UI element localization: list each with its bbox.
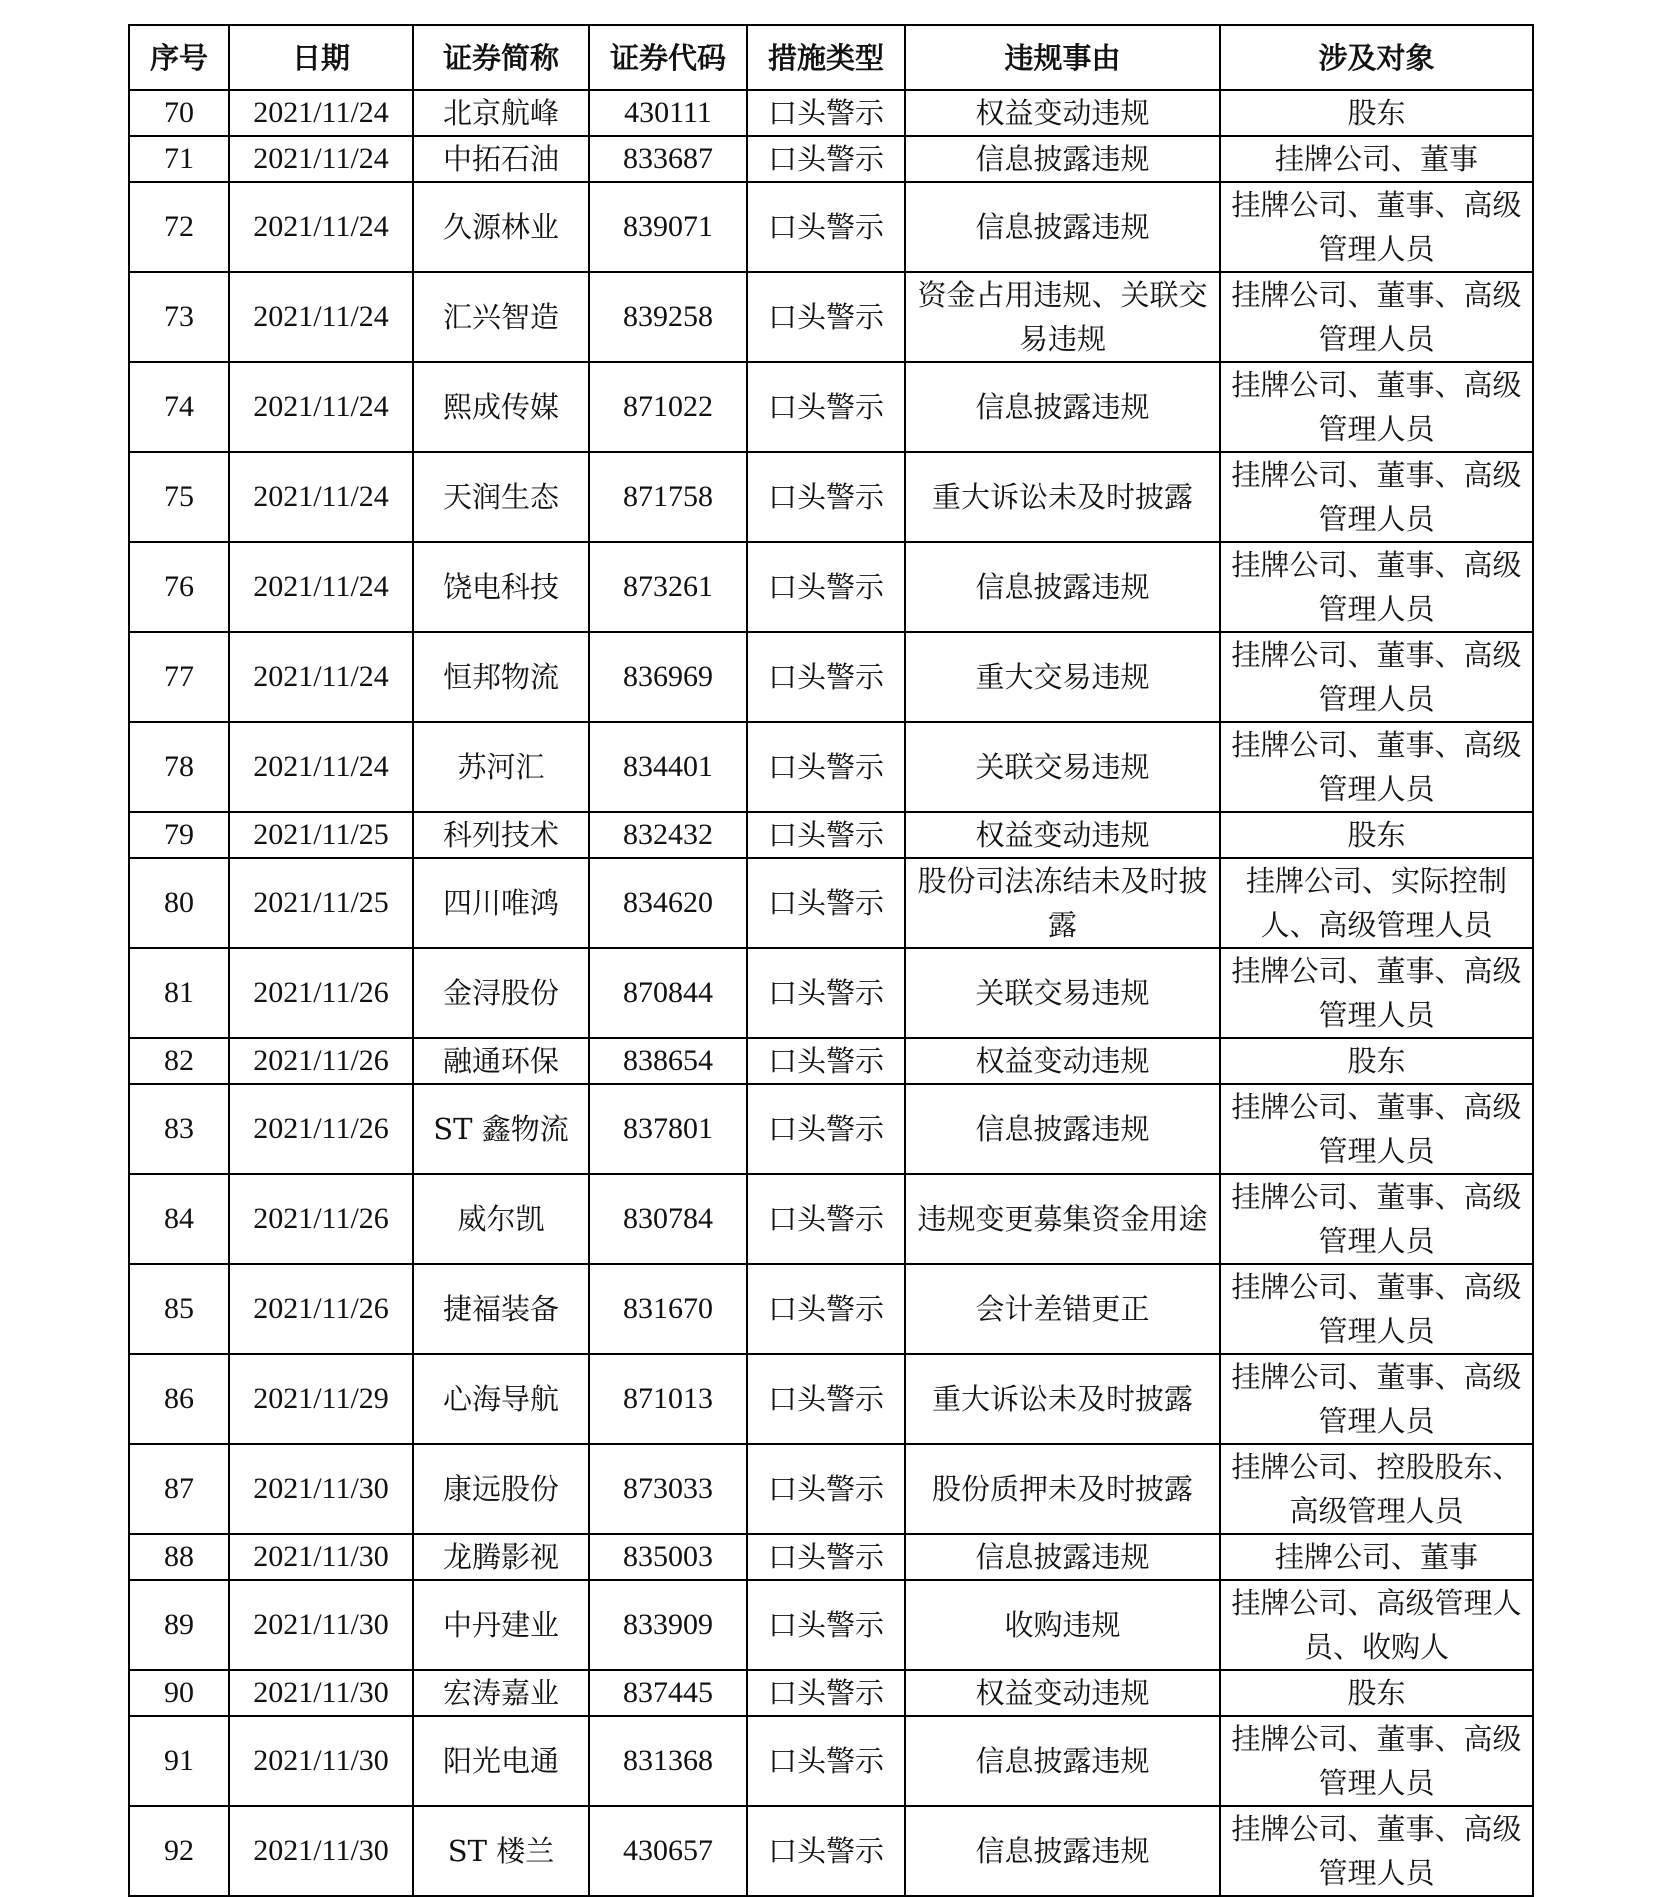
cell-measure-type: 口头警示 bbox=[747, 1354, 905, 1444]
cell-measure-type: 口头警示 bbox=[747, 1534, 905, 1580]
cell-security-name: 心海导航 bbox=[413, 1354, 589, 1444]
cell-serial-number: 70 bbox=[129, 90, 229, 136]
cell-violation-reason: 信息披露违规 bbox=[905, 1716, 1220, 1806]
cell-involved-parties: 挂牌公司、董事、高级管理人员 bbox=[1220, 1716, 1533, 1806]
cell-date: 2021/11/24 bbox=[229, 90, 413, 136]
cell-date: 2021/11/24 bbox=[229, 272, 413, 362]
cell-violation-reason: 收购违规 bbox=[905, 1580, 1220, 1670]
cell-security-code: 830784 bbox=[589, 1174, 747, 1264]
cell-violation-reason: 权益变动违规 bbox=[905, 1670, 1220, 1716]
cell-measure-type: 口头警示 bbox=[747, 542, 905, 632]
cell-security-code: 831368 bbox=[589, 1716, 747, 1806]
cell-measure-type: 口头警示 bbox=[747, 1716, 905, 1806]
cell-date: 2021/11/24 bbox=[229, 632, 413, 722]
cell-violation-reason: 重大交易违规 bbox=[905, 632, 1220, 722]
cell-measure-type: 口头警示 bbox=[747, 362, 905, 452]
header-measure-type: 措施类型 bbox=[747, 25, 905, 90]
cell-security-code: 839071 bbox=[589, 182, 747, 272]
table-row bbox=[129, 1670, 1533, 1716]
cell-serial-number: 78 bbox=[129, 722, 229, 812]
cell-violation-reason: 信息披露违规 bbox=[905, 1084, 1220, 1174]
header-involved-parties: 涉及对象 bbox=[1220, 25, 1533, 90]
cell-measure-type: 口头警示 bbox=[747, 1444, 905, 1534]
cell-security-name: 宏涛嘉业 bbox=[413, 1670, 589, 1716]
cell-serial-number: 77 bbox=[129, 632, 229, 722]
cell-security-name: 天润生态 bbox=[413, 452, 589, 542]
cell-measure-type: 口头警示 bbox=[747, 632, 905, 722]
cell-involved-parties: 挂牌公司、董事、高级管理人员 bbox=[1220, 1084, 1533, 1174]
cell-date: 2021/11/30 bbox=[229, 1534, 413, 1580]
cell-involved-parties: 挂牌公司、董事 bbox=[1220, 1534, 1533, 1580]
table-row bbox=[129, 1084, 1533, 1174]
cell-involved-parties: 挂牌公司、董事、高级管理人员 bbox=[1220, 542, 1533, 632]
cell-security-code: 871013 bbox=[589, 1354, 747, 1444]
cell-violation-reason: 关联交易违规 bbox=[905, 948, 1220, 1038]
cell-serial-number: 86 bbox=[129, 1354, 229, 1444]
table-row bbox=[129, 858, 1533, 948]
cell-security-code: 831670 bbox=[589, 1264, 747, 1354]
cell-serial-number: 81 bbox=[129, 948, 229, 1038]
cell-security-code: 873261 bbox=[589, 542, 747, 632]
cell-security-code: 838654 bbox=[589, 1038, 747, 1084]
cell-date: 2021/11/26 bbox=[229, 948, 413, 1038]
table-row bbox=[129, 632, 1533, 722]
cell-security-code: 834620 bbox=[589, 858, 747, 948]
cell-security-code: 871758 bbox=[589, 452, 747, 542]
cell-involved-parties: 挂牌公司、高级管理人员、收购人 bbox=[1220, 1580, 1533, 1670]
table-row bbox=[129, 182, 1533, 272]
cell-serial-number: 80 bbox=[129, 858, 229, 948]
table-row bbox=[129, 452, 1533, 542]
cell-date: 2021/11/25 bbox=[229, 858, 413, 948]
cell-serial-number: 92 bbox=[129, 1806, 229, 1896]
cell-date: 2021/11/30 bbox=[229, 1716, 413, 1806]
cell-security-code: 430657 bbox=[589, 1806, 747, 1896]
cell-violation-reason: 股份司法冻结未及时披露 bbox=[905, 858, 1220, 948]
table-row bbox=[129, 722, 1533, 812]
cell-security-name: ST 楼兰 bbox=[413, 1806, 589, 1896]
table-row bbox=[129, 542, 1533, 632]
cell-violation-reason: 违规变更募集资金用途 bbox=[905, 1174, 1220, 1264]
table-row bbox=[129, 1716, 1533, 1806]
table-row bbox=[129, 90, 1533, 136]
cell-serial-number: 73 bbox=[129, 272, 229, 362]
cell-serial-number: 88 bbox=[129, 1534, 229, 1580]
cell-security-name: 阳光电通 bbox=[413, 1716, 589, 1806]
cell-security-code: 833909 bbox=[589, 1580, 747, 1670]
cell-involved-parties: 股东 bbox=[1220, 812, 1533, 858]
cell-security-name: 四川唯鸿 bbox=[413, 858, 589, 948]
cell-measure-type: 口头警示 bbox=[747, 948, 905, 1038]
cell-date: 2021/11/29 bbox=[229, 1354, 413, 1444]
table-row bbox=[129, 1444, 1533, 1534]
cell-serial-number: 82 bbox=[129, 1038, 229, 1084]
table-row bbox=[129, 948, 1533, 1038]
cell-involved-parties: 挂牌公司、董事、高级管理人员 bbox=[1220, 1174, 1533, 1264]
cell-security-code: 837801 bbox=[589, 1084, 747, 1174]
cell-date: 2021/11/26 bbox=[229, 1174, 413, 1264]
cell-security-name: 科列技术 bbox=[413, 812, 589, 858]
cell-serial-number: 84 bbox=[129, 1174, 229, 1264]
cell-violation-reason: 信息披露违规 bbox=[905, 542, 1220, 632]
cell-security-code: 839258 bbox=[589, 272, 747, 362]
cell-security-name: 北京航峰 bbox=[413, 90, 589, 136]
cell-security-name: 汇兴智造 bbox=[413, 272, 589, 362]
cell-date: 2021/11/30 bbox=[229, 1806, 413, 1896]
cell-involved-parties: 挂牌公司、董事、高级管理人员 bbox=[1220, 1264, 1533, 1354]
cell-involved-parties: 挂牌公司、控股股东、高级管理人员 bbox=[1220, 1444, 1533, 1534]
cell-security-code: 835003 bbox=[589, 1534, 747, 1580]
table-row bbox=[129, 1174, 1533, 1264]
cell-measure-type: 口头警示 bbox=[747, 1084, 905, 1174]
cell-date: 2021/11/30 bbox=[229, 1444, 413, 1534]
cell-date: 2021/11/26 bbox=[229, 1264, 413, 1354]
cell-security-code: 836969 bbox=[589, 632, 747, 722]
header-serial-number: 序号 bbox=[129, 25, 229, 90]
cell-serial-number: 72 bbox=[129, 182, 229, 272]
cell-security-code: 430111 bbox=[589, 90, 747, 136]
cell-date: 2021/11/24 bbox=[229, 542, 413, 632]
cell-serial-number: 90 bbox=[129, 1670, 229, 1716]
cell-measure-type: 口头警示 bbox=[747, 812, 905, 858]
cell-involved-parties: 挂牌公司、董事、高级管理人员 bbox=[1220, 1354, 1533, 1444]
cell-measure-type: 口头警示 bbox=[747, 1174, 905, 1264]
table-row bbox=[129, 1580, 1533, 1670]
cell-serial-number: 83 bbox=[129, 1084, 229, 1174]
cell-security-name: 中丹建业 bbox=[413, 1580, 589, 1670]
cell-security-code: 870844 bbox=[589, 948, 747, 1038]
cell-security-code: 837445 bbox=[589, 1670, 747, 1716]
cell-security-name: 金浔股份 bbox=[413, 948, 589, 1038]
cell-violation-reason: 关联交易违规 bbox=[905, 722, 1220, 812]
cell-violation-reason: 重大诉讼未及时披露 bbox=[905, 452, 1220, 542]
cell-involved-parties: 挂牌公司、实际控制人、高级管理人员 bbox=[1220, 858, 1533, 948]
table-row bbox=[129, 272, 1533, 362]
cell-serial-number: 91 bbox=[129, 1716, 229, 1806]
cell-measure-type: 口头警示 bbox=[747, 722, 905, 812]
cell-date: 2021/11/30 bbox=[229, 1580, 413, 1670]
cell-date: 2021/11/24 bbox=[229, 452, 413, 542]
cell-violation-reason: 信息披露违规 bbox=[905, 1806, 1220, 1896]
cell-involved-parties: 股东 bbox=[1220, 1038, 1533, 1084]
cell-measure-type: 口头警示 bbox=[747, 1670, 905, 1716]
cell-involved-parties: 挂牌公司、董事、高级管理人员 bbox=[1220, 182, 1533, 272]
cell-security-name: 康远股份 bbox=[413, 1444, 589, 1534]
cell-date: 2021/11/26 bbox=[229, 1084, 413, 1174]
cell-violation-reason: 权益变动违规 bbox=[905, 812, 1220, 858]
header-violation-reason: 违规事由 bbox=[905, 25, 1220, 90]
cell-date: 2021/11/26 bbox=[229, 1038, 413, 1084]
table-row bbox=[129, 1534, 1533, 1580]
cell-security-name: 中拓石油 bbox=[413, 136, 589, 182]
cell-violation-reason: 股份质押未及时披露 bbox=[905, 1444, 1220, 1534]
cell-measure-type: 口头警示 bbox=[747, 1580, 905, 1670]
cell-involved-parties: 挂牌公司、董事、高级管理人员 bbox=[1220, 1806, 1533, 1896]
cell-measure-type: 口头警示 bbox=[747, 90, 905, 136]
cell-violation-reason: 信息披露违规 bbox=[905, 136, 1220, 182]
cell-date: 2021/11/25 bbox=[229, 812, 413, 858]
cell-serial-number: 89 bbox=[129, 1580, 229, 1670]
cell-security-name: 龙腾影视 bbox=[413, 1534, 589, 1580]
cell-security-name: ST 鑫物流 bbox=[413, 1084, 589, 1174]
table-row bbox=[129, 1806, 1533, 1896]
cell-date: 2021/11/24 bbox=[229, 182, 413, 272]
cell-serial-number: 85 bbox=[129, 1264, 229, 1354]
cell-involved-parties: 挂牌公司、董事、高级管理人员 bbox=[1220, 362, 1533, 452]
cell-violation-reason: 信息披露违规 bbox=[905, 362, 1220, 452]
cell-security-code: 873033 bbox=[589, 1444, 747, 1534]
cell-security-code: 871022 bbox=[589, 362, 747, 452]
cell-security-code: 833687 bbox=[589, 136, 747, 182]
cell-security-name: 融通环保 bbox=[413, 1038, 589, 1084]
cell-security-name: 熙成传媒 bbox=[413, 362, 589, 452]
cell-involved-parties: 挂牌公司、董事 bbox=[1220, 136, 1533, 182]
cell-serial-number: 74 bbox=[129, 362, 229, 452]
cell-violation-reason: 权益变动违规 bbox=[905, 90, 1220, 136]
header-security-name: 证券简称 bbox=[413, 25, 589, 90]
header-row bbox=[129, 25, 1533, 90]
cell-involved-parties: 挂牌公司、董事、高级管理人员 bbox=[1220, 722, 1533, 812]
cell-measure-type: 口头警示 bbox=[747, 1806, 905, 1896]
cell-security-name: 饶电科技 bbox=[413, 542, 589, 632]
table-row bbox=[129, 1354, 1533, 1444]
header-date: 日期 bbox=[229, 25, 413, 90]
cell-security-name: 捷福装备 bbox=[413, 1264, 589, 1354]
cell-security-code: 832432 bbox=[589, 812, 747, 858]
cell-serial-number: 76 bbox=[129, 542, 229, 632]
cell-serial-number: 71 bbox=[129, 136, 229, 182]
cell-involved-parties: 挂牌公司、董事、高级管理人员 bbox=[1220, 632, 1533, 722]
cell-security-code: 834401 bbox=[589, 722, 747, 812]
table-row bbox=[129, 362, 1533, 452]
header-security-code: 证券代码 bbox=[589, 25, 747, 90]
cell-date: 2021/11/30 bbox=[229, 1670, 413, 1716]
cell-date: 2021/11/24 bbox=[229, 722, 413, 812]
cell-involved-parties: 股东 bbox=[1220, 1670, 1533, 1716]
cell-involved-parties: 挂牌公司、董事、高级管理人员 bbox=[1220, 272, 1533, 362]
cell-violation-reason: 资金占用违规、关联交易违规 bbox=[905, 272, 1220, 362]
cell-measure-type: 口头警示 bbox=[747, 182, 905, 272]
cell-serial-number: 87 bbox=[129, 1444, 229, 1534]
cell-date: 2021/11/24 bbox=[229, 362, 413, 452]
cell-security-name: 苏河汇 bbox=[413, 722, 589, 812]
cell-violation-reason: 信息披露违规 bbox=[905, 1534, 1220, 1580]
cell-measure-type: 口头警示 bbox=[747, 272, 905, 362]
table-row bbox=[129, 812, 1533, 858]
cell-violation-reason: 权益变动违规 bbox=[905, 1038, 1220, 1084]
cell-measure-type: 口头警示 bbox=[747, 858, 905, 948]
disciplinary-measures-table bbox=[128, 24, 1534, 1897]
cell-measure-type: 口头警示 bbox=[747, 1038, 905, 1084]
cell-security-name: 威尔凯 bbox=[413, 1174, 589, 1264]
cell-violation-reason: 会计差错更正 bbox=[905, 1264, 1220, 1354]
table-row bbox=[129, 1264, 1533, 1354]
cell-violation-reason: 重大诉讼未及时披露 bbox=[905, 1354, 1220, 1444]
cell-date: 2021/11/24 bbox=[229, 136, 413, 182]
cell-security-name: 恒邦物流 bbox=[413, 632, 589, 722]
cell-measure-type: 口头警示 bbox=[747, 1264, 905, 1354]
cell-measure-type: 口头警示 bbox=[747, 452, 905, 542]
cell-security-name: 久源林业 bbox=[413, 182, 589, 272]
cell-involved-parties: 挂牌公司、董事、高级管理人员 bbox=[1220, 948, 1533, 1038]
table-row bbox=[129, 1038, 1533, 1084]
cell-measure-type: 口头警示 bbox=[747, 136, 905, 182]
cell-involved-parties: 挂牌公司、董事、高级管理人员 bbox=[1220, 452, 1533, 542]
table-row bbox=[129, 136, 1533, 182]
cell-involved-parties: 股东 bbox=[1220, 90, 1533, 136]
cell-serial-number: 75 bbox=[129, 452, 229, 542]
cell-serial-number: 79 bbox=[129, 812, 229, 858]
cell-violation-reason: 信息披露违规 bbox=[905, 182, 1220, 272]
